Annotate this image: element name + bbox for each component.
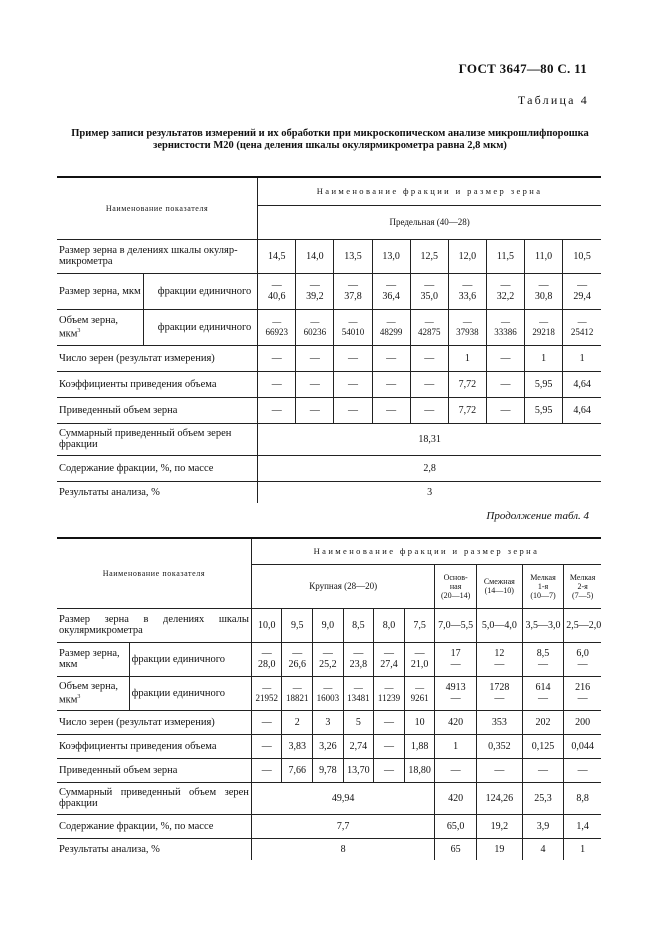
table-cell: 2	[282, 710, 313, 734]
table-cell: 13,5	[334, 239, 372, 273]
table-cell: —	[374, 758, 405, 782]
table-cell: 5,0—4,0	[476, 608, 522, 642]
table-cell: —	[410, 397, 448, 423]
row-sublabel: фракции единичного	[143, 309, 257, 345]
table-cell: 4	[522, 838, 564, 860]
document-reference: ГОСТ 3647—80 С. 11	[458, 61, 587, 76]
table-cell: — 37,8	[334, 273, 372, 309]
table-cell: 4,64	[563, 397, 601, 423]
table-row	[57, 481, 601, 503]
table-cell: 1	[564, 838, 601, 860]
table-cell: — 21952	[251, 676, 282, 710]
table-cell: — 54010	[334, 309, 372, 345]
table-cell: — 23,8	[343, 642, 374, 676]
table-cell: 5	[343, 710, 374, 734]
row-label: Коэффициенты приведения объема	[57, 371, 258, 397]
table-cell: 10,0	[251, 608, 282, 642]
table-cell: —	[258, 345, 296, 371]
table-cell: —	[564, 758, 601, 782]
table-cell: 8,0	[374, 608, 405, 642]
table-cell: 12 —	[476, 642, 522, 676]
table-cell: — 21,0	[404, 642, 435, 676]
table-cell: 19,2	[476, 814, 522, 838]
table-cell: — 11239	[374, 676, 405, 710]
table-cell: 3	[313, 710, 344, 734]
table-cell: 124,26	[476, 782, 522, 814]
table-row	[57, 455, 601, 481]
table-cell: — 37938	[448, 309, 486, 345]
table-cell: — 60236	[296, 309, 334, 345]
table-cell: 1728 —	[476, 676, 522, 710]
row-sublabel: фракции единичного	[129, 676, 251, 710]
table-cell: 4,64	[563, 371, 601, 397]
table-row	[57, 710, 601, 734]
continuation-label: Продолжение табл. 4	[486, 510, 589, 522]
table-cell: —	[486, 345, 524, 371]
row-label: Размер зерна, мкм	[57, 273, 143, 309]
table-cell: —	[410, 371, 448, 397]
table-row	[57, 423, 601, 455]
table-cell: 5,95	[525, 371, 563, 397]
table-cell: 420	[435, 710, 477, 734]
table-cell: 1	[435, 734, 477, 758]
row-label: Содержание фракции, %, по массе	[57, 814, 251, 838]
table-cell: 200	[564, 710, 601, 734]
table-cell: — 48299	[372, 309, 410, 345]
fraction-name-fine-1: Мелкая 1-я (10—7)	[522, 564, 564, 608]
table-row	[57, 273, 601, 309]
table-cell: 3	[258, 481, 601, 503]
table-row	[57, 838, 601, 860]
row-label: Размер зерна в делениях шкалы окуляр-микрометра	[57, 239, 258, 273]
table-cell: — 36,4	[372, 273, 410, 309]
table-cell: —	[296, 371, 334, 397]
table-row	[57, 345, 601, 371]
table-cell: —	[258, 371, 296, 397]
table-cell: 2,5—2,0	[564, 608, 601, 642]
table-cell: —	[251, 710, 282, 734]
table-cell: 7,5	[404, 608, 435, 642]
table-cell: —	[486, 371, 524, 397]
row-label: Суммарный приведенный объем зерен фракции	[57, 782, 251, 814]
table-cell: 19	[476, 838, 522, 860]
table-cell: 0,044	[564, 734, 601, 758]
table-cell: 65	[435, 838, 477, 860]
table-cell: —	[251, 758, 282, 782]
table-cell: — 26,6	[282, 642, 313, 676]
table-limit-fraction	[57, 176, 601, 503]
fraction-name-coarse: Крупная (28—20)	[251, 564, 434, 608]
row-label: Размер зерна, мкм	[57, 642, 129, 676]
table-cell: 2,74	[343, 734, 374, 758]
table-cell: 5,95	[525, 397, 563, 423]
table-cell: — 18821	[282, 676, 313, 710]
table-cell: —	[334, 345, 372, 371]
table-cell: 6,0 —	[564, 642, 601, 676]
table-cell: 1	[448, 345, 486, 371]
table-row	[57, 397, 601, 423]
table-cell: —	[296, 397, 334, 423]
table-cell: — 39,2	[296, 273, 334, 309]
table-cell: 14,0	[296, 239, 334, 273]
table-cell: —	[476, 758, 522, 782]
row-label: Число зерен (результат измерения)	[57, 345, 258, 371]
table-cell: 65,0	[435, 814, 477, 838]
table-cell: 216 —	[564, 676, 601, 710]
table-cell: 10,5	[563, 239, 601, 273]
table-cell: — 32,2	[486, 273, 524, 309]
table-cell: —	[251, 734, 282, 758]
table-cell: 7,72	[448, 371, 486, 397]
table-cell: 13,0	[372, 239, 410, 273]
row-label: Коэффициенты приведения объема	[57, 734, 251, 758]
fraction-name-limit: Предельная (40—28)	[258, 205, 601, 239]
row-label: Результаты анализа, %	[57, 481, 258, 503]
table-cell: —	[410, 345, 448, 371]
fraction-header: Наименование фракции и размер зерна	[258, 177, 601, 205]
row-sublabel: фракции единичного	[143, 273, 257, 309]
table-cell: —	[435, 758, 477, 782]
table-row	[57, 239, 601, 273]
table-cell: 3,83	[282, 734, 313, 758]
row-label: Число зерен (результат измерения)	[57, 710, 251, 734]
table-cell: — 42875	[410, 309, 448, 345]
table-cell: — 25,2	[313, 642, 344, 676]
table-cell: 14,5	[258, 239, 296, 273]
column-header-indicator: Наименование показателя	[57, 538, 251, 608]
table-cell: —	[374, 734, 405, 758]
table-cell: —	[334, 397, 372, 423]
table-other-fractions	[57, 537, 601, 860]
table-cell: 3,9	[522, 814, 564, 838]
table-cell: — 35,0	[410, 273, 448, 309]
table-cell: 4913 —	[435, 676, 477, 710]
table-cell: 9,0	[313, 608, 344, 642]
table-row	[57, 782, 601, 814]
table-cell: —	[258, 397, 296, 423]
table-cell: — 27,4	[374, 642, 405, 676]
table-cell: 420	[435, 782, 477, 814]
column-header-indicator: Наименование показателя	[57, 177, 258, 239]
table-cell: 8	[251, 838, 434, 860]
row-label: Размер зерна в делениях шкалы окулярмикрометра	[57, 608, 251, 642]
row-label: Результаты анализа, %	[57, 838, 251, 860]
table-cell: 1	[563, 345, 601, 371]
table-row	[57, 642, 601, 676]
row-label: Содержание фракции, %, по массе	[57, 455, 258, 481]
table-cell: 7,7	[251, 814, 434, 838]
table-cell: 25,3	[522, 782, 564, 814]
table-row	[57, 734, 601, 758]
table-number: Таблица 4	[517, 93, 589, 107]
table-cell: — 13481	[343, 676, 374, 710]
table-cell: — 29,4	[563, 273, 601, 309]
table-cell: 18,31	[258, 423, 601, 455]
table-cell: —	[486, 397, 524, 423]
table-cell: 3,26	[313, 734, 344, 758]
table-cell: 353	[476, 710, 522, 734]
row-label: Приведенный объем зерна	[57, 397, 258, 423]
fraction-name-main: Основ- ная (20—14)	[435, 564, 477, 608]
table-cell: 0,125	[522, 734, 564, 758]
table-cell: —	[372, 371, 410, 397]
fraction-name-adjacent: Смежная (14—10)	[476, 564, 522, 608]
table-cell: 1,88	[404, 734, 435, 758]
table-cell: 3,5—3,0	[522, 608, 564, 642]
table-caption: Пример записи результатов измерений и их обработки при микроскопическом анализе микрошлифпорошка зернистости М20 (цена деления шкалы окулярмикрометра равна 2,8 мкм)	[71, 128, 589, 151]
table-cell: 18,80	[404, 758, 435, 782]
table-cell: — 33,6	[448, 273, 486, 309]
table-row	[57, 814, 601, 838]
table-cell: — 30,8	[525, 273, 563, 309]
table-row	[57, 608, 601, 642]
table-cell: 0,352	[476, 734, 522, 758]
table-cell: 7,0—5,5	[435, 608, 477, 642]
table-cell: — 25412	[563, 309, 601, 345]
table-cell: — 66923	[258, 309, 296, 345]
table-cell: 1	[525, 345, 563, 371]
table-cell: 9,78	[313, 758, 344, 782]
fraction-name-fine-2: Мелкая 2-я (7—5)	[564, 564, 601, 608]
table-cell: 49,94	[251, 782, 434, 814]
table-cell: 1,4	[564, 814, 601, 838]
table-cell: 13,70	[343, 758, 374, 782]
table-cell: — 9261	[404, 676, 435, 710]
table-cell: — 40,6	[258, 273, 296, 309]
table-cell: 2,8	[258, 455, 601, 481]
table-cell: 11,0	[525, 239, 563, 273]
table-cell: 8,8	[564, 782, 601, 814]
table-row	[57, 309, 601, 345]
table-cell: 9,5	[282, 608, 313, 642]
table-cell: 8,5	[343, 608, 374, 642]
table-cell: 12,0	[448, 239, 486, 273]
table-row	[57, 758, 601, 782]
table-cell: 8,5 —	[522, 642, 564, 676]
table-cell: 11,5	[486, 239, 524, 273]
fraction-header: Наименование фракции и размер зерна	[251, 538, 601, 564]
table-cell: 202	[522, 710, 564, 734]
table-cell: —	[372, 345, 410, 371]
table-cell: 10	[404, 710, 435, 734]
table-cell: 614 —	[522, 676, 564, 710]
table-row	[57, 676, 601, 710]
table-cell: 12,5	[410, 239, 448, 273]
table-cell: — 29218	[525, 309, 563, 345]
row-label: Объем зерна, мкм$^3$	[57, 676, 129, 710]
table-cell: 7,66	[282, 758, 313, 782]
table-cell: —	[296, 345, 334, 371]
table-cell: 7,72	[448, 397, 486, 423]
table-row	[57, 371, 601, 397]
row-sublabel: фракции единичного	[129, 642, 251, 676]
table-cell: —	[374, 710, 405, 734]
table-cell: —	[372, 397, 410, 423]
row-label: Объем зерна, мкм$^3$	[57, 309, 143, 345]
table-cell: — 33386	[486, 309, 524, 345]
row-label: Приведенный объем зерна	[57, 758, 251, 782]
table-cell: — 16003	[313, 676, 344, 710]
table-cell: 17 —	[435, 642, 477, 676]
table-cell: — 28,0	[251, 642, 282, 676]
row-label: Суммарный приведенный объем зерен фракции	[57, 423, 258, 455]
table-cell: —	[334, 371, 372, 397]
table-cell: —	[522, 758, 564, 782]
